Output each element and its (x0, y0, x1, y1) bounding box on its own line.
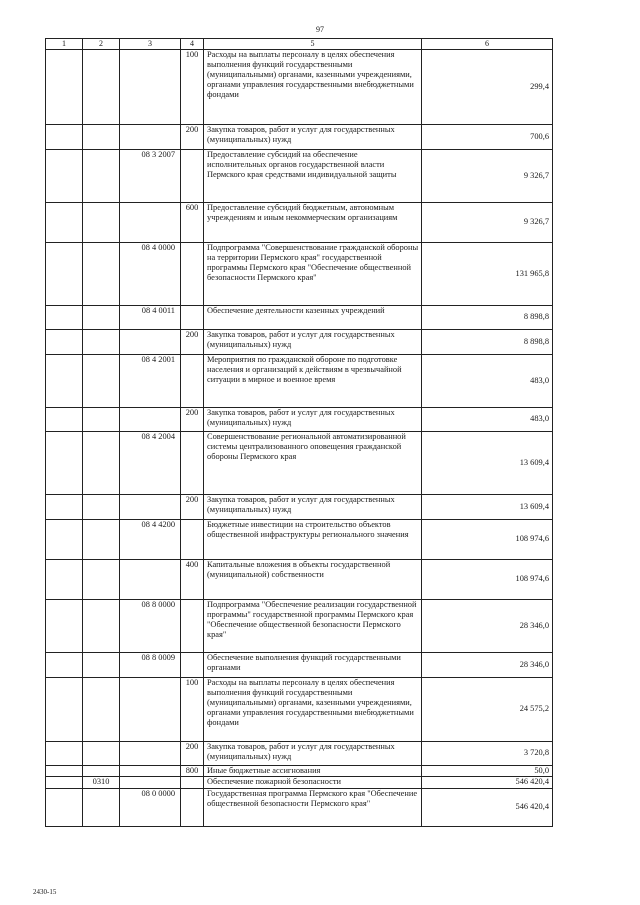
cell-section-code (83, 652, 120, 677)
cell-expense-type: 200 (181, 124, 204, 149)
cell-section-code (83, 494, 120, 519)
table-row (46, 741, 553, 765)
cell-amount: 13 609,4 (422, 431, 553, 494)
cell-col-1 (46, 599, 83, 652)
cell-description: Закупка товаров, работ и услуг для государственных (муниципальных) нужд (204, 407, 422, 431)
cell-expense-type (181, 652, 204, 677)
table-row (46, 776, 553, 788)
cell-section-code (83, 329, 120, 354)
cell-expense-type: 200 (181, 329, 204, 354)
cell-section-code (83, 431, 120, 494)
cell-col-1 (46, 49, 83, 124)
cell-expense-type (181, 599, 204, 652)
table-row (46, 329, 553, 354)
cell-col-1 (46, 124, 83, 149)
budget-table (45, 38, 553, 827)
cell-section-code (83, 242, 120, 305)
cell-description: Подпрограмма "Совершенствование гражданской обороны на территории Пермского края" государственной программы Пермского края "Обеспечение общественной безопасности Пермского края" (204, 242, 422, 305)
cell-section-code: 0310 (83, 776, 120, 788)
cell-amount: 546 420,4 (422, 776, 553, 788)
cell-section-code (83, 677, 120, 741)
cell-col-1 (46, 788, 83, 826)
page-number: 97 (316, 25, 324, 34)
cell-section-code (83, 741, 120, 765)
cell-description: Закупка товаров, работ и услуг для государственных (муниципальных) нужд (204, 329, 422, 354)
cell-amount: 9 326,7 (422, 149, 553, 202)
cell-description: Предоставление субсидий на обеспечение исполнительных органов государственной власти Пермского края средствами индивидуальной защиты (204, 149, 422, 202)
cell-description: Обеспечение пожарной безопасности (204, 776, 422, 788)
table-row (46, 677, 553, 741)
cell-amount: 546 420,4 (422, 788, 553, 826)
cell-target-code (120, 559, 181, 599)
header-col-6: 6 (422, 39, 553, 50)
table-row (46, 305, 553, 329)
header-col-1: 1 (46, 39, 83, 50)
table-row (46, 788, 553, 826)
cell-section-code (83, 202, 120, 242)
table-body (46, 49, 553, 826)
cell-col-1 (46, 202, 83, 242)
cell-amount: 8 898,8 (422, 329, 553, 354)
cell-section-code (83, 354, 120, 407)
cell-expense-type (181, 776, 204, 788)
cell-col-1 (46, 149, 83, 202)
cell-expense-type: 800 (181, 765, 204, 776)
table-row (46, 124, 553, 149)
cell-target-code (120, 202, 181, 242)
cell-col-1 (46, 305, 83, 329)
cell-amount: 700,6 (422, 124, 553, 149)
table-row (46, 494, 553, 519)
cell-amount: 9 326,7 (422, 202, 553, 242)
cell-target-code (120, 329, 181, 354)
cell-target-code: 08 4 4200 (120, 519, 181, 559)
cell-description: Расходы на выплаты персоналу в целях обеспечения выполнения функций государственными (муниципальными) органами, казенными учреждениями, органами управления государственными внебюджетными фондами (204, 677, 422, 741)
cell-description: Мероприятия по гражданской обороне по подготовке населения и организаций к действиям в чрезвычайной ситуации в мирное и военное время (204, 354, 422, 407)
cell-target-code: 08 3 2007 (120, 149, 181, 202)
cell-description: Предоставление субсидий бюджетным, автономным учреждениям и иным некоммерческим организациям (204, 202, 422, 242)
cell-amount: 299,4 (422, 49, 553, 124)
cell-target-code (120, 677, 181, 741)
cell-col-1 (46, 431, 83, 494)
cell-expense-type (181, 788, 204, 826)
cell-col-1 (46, 677, 83, 741)
cell-amount: 8 898,8 (422, 305, 553, 329)
cell-target-code (120, 124, 181, 149)
cell-amount: 108 974,6 (422, 559, 553, 599)
cell-col-1 (46, 765, 83, 776)
cell-amount: 28 346,0 (422, 599, 553, 652)
cell-expense-type: 200 (181, 741, 204, 765)
cell-expense-type: 600 (181, 202, 204, 242)
cell-amount: 483,0 (422, 407, 553, 431)
cell-target-code (120, 407, 181, 431)
cell-description: Обеспечение деятельности казенных учреждений (204, 305, 422, 329)
cell-amount: 24 575,2 (422, 677, 553, 741)
cell-target-code: 08 4 0000 (120, 242, 181, 305)
table-row (46, 559, 553, 599)
header-col-4: 4 (181, 39, 204, 50)
table-row (46, 242, 553, 305)
table-row (46, 407, 553, 431)
cell-target-code (120, 494, 181, 519)
cell-expense-type: 200 (181, 494, 204, 519)
cell-section-code (83, 765, 120, 776)
cell-description: Государственная программа Пермского края "Обеспечение общественной безопасности Пермского края" (204, 788, 422, 826)
cell-description: Подпрограмма "Обеспечение реализации государственной программы" государственной программы Пермского края "Обеспечение общественной безопасности Пермского края" (204, 599, 422, 652)
table-row (46, 652, 553, 677)
cell-target-code: 08 4 0011 (120, 305, 181, 329)
cell-description: Расходы на выплаты персоналу в целях обеспечения выполнения функций государственными (муниципальными) органами, казенными учреждениями, органами управления государственными внебюджетными фондами (204, 49, 422, 124)
cell-description: Капитальные вложения в объекты государственной (муниципальной) собственности (204, 559, 422, 599)
cell-expense-type (181, 354, 204, 407)
table-row (46, 202, 553, 242)
cell-amount: 131 965,8 (422, 242, 553, 305)
cell-description: Закупка товаров, работ и услуг для государственных (муниципальных) нужд (204, 124, 422, 149)
cell-section-code (83, 49, 120, 124)
footer-code: 2430-15 (33, 888, 57, 896)
cell-target-code (120, 741, 181, 765)
cell-col-1 (46, 329, 83, 354)
table-row (46, 431, 553, 494)
cell-description: Закупка товаров, работ и услуг для государственных (муниципальных) нужд (204, 494, 422, 519)
cell-expense-type: 200 (181, 407, 204, 431)
cell-col-1 (46, 519, 83, 559)
header-col-3: 3 (120, 39, 181, 50)
cell-target-code (120, 765, 181, 776)
cell-amount: 3 720,8 (422, 741, 553, 765)
cell-description: Иные бюджетные ассигнования (204, 765, 422, 776)
cell-col-1 (46, 494, 83, 519)
cell-expense-type (181, 431, 204, 494)
cell-expense-type (181, 519, 204, 559)
cell-amount: 28 346,0 (422, 652, 553, 677)
cell-col-1 (46, 776, 83, 788)
cell-description: Закупка товаров, работ и услуг для государственных (муниципальных) нужд (204, 741, 422, 765)
cell-section-code (83, 559, 120, 599)
cell-col-1 (46, 354, 83, 407)
cell-col-1 (46, 652, 83, 677)
cell-description: Совершенствование региональной автоматизированной системы централизованного оповещения гражданской обороны Пермского края (204, 431, 422, 494)
header-col-2: 2 (83, 39, 120, 50)
cell-amount: 13 609,4 (422, 494, 553, 519)
cell-col-1 (46, 242, 83, 305)
table-row (46, 519, 553, 559)
cell-amount: 50,0 (422, 765, 553, 776)
cell-amount: 108 974,6 (422, 519, 553, 559)
cell-target-code (120, 776, 181, 788)
cell-description: Обеспечение выполнения функций государственными органами (204, 652, 422, 677)
cell-target-code: 08 4 2001 (120, 354, 181, 407)
cell-expense-type: 100 (181, 677, 204, 741)
cell-expense-type (181, 242, 204, 305)
cell-target-code: 08 8 0000 (120, 599, 181, 652)
cell-col-1 (46, 559, 83, 599)
cell-section-code (83, 149, 120, 202)
cell-section-code (83, 407, 120, 431)
header-row (46, 39, 553, 50)
cell-amount: 483,0 (422, 354, 553, 407)
table-row (46, 49, 553, 124)
cell-expense-type (181, 305, 204, 329)
cell-expense-type: 400 (181, 559, 204, 599)
cell-col-1 (46, 741, 83, 765)
table-row (46, 765, 553, 776)
cell-target-code: 08 8 0009 (120, 652, 181, 677)
cell-section-code (83, 305, 120, 329)
table-row (46, 354, 553, 407)
cell-expense-type: 100 (181, 49, 204, 124)
header-col-5: 5 (204, 39, 422, 50)
cell-col-1 (46, 407, 83, 431)
cell-description: Бюджетные инвестиции на строительство объектов общественной инфраструктуры регионального значения (204, 519, 422, 559)
cell-target-code: 08 4 2004 (120, 431, 181, 494)
cell-section-code (83, 599, 120, 652)
cell-target-code: 08 0 0000 (120, 788, 181, 826)
cell-section-code (83, 788, 120, 826)
table-row (46, 599, 553, 652)
cell-expense-type (181, 149, 204, 202)
cell-section-code (83, 124, 120, 149)
table-row (46, 149, 553, 202)
cell-section-code (83, 519, 120, 559)
cell-target-code (120, 49, 181, 124)
